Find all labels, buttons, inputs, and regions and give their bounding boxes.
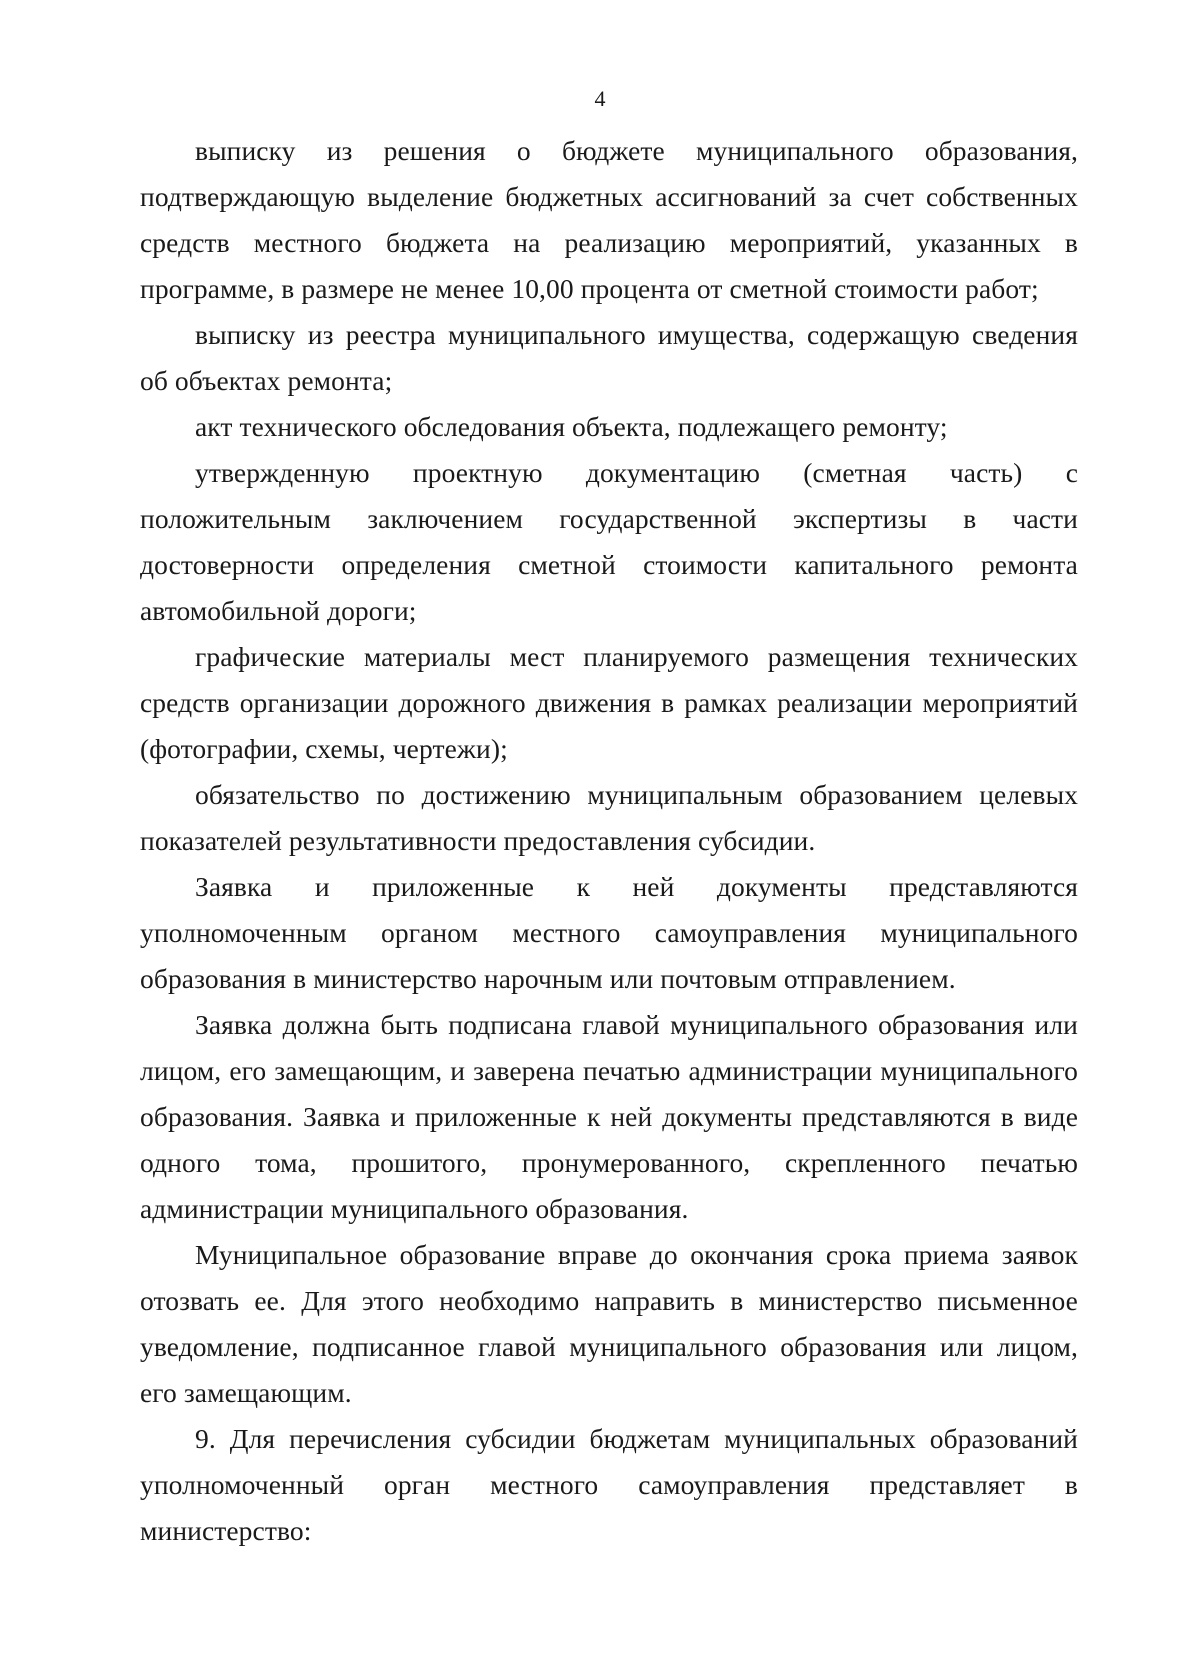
paragraph-project-documentation: утвержденную проектную документацию (сметная часть) с положительным заключением государственной экспертизы в части достоверности определения сметной стоимости капитального ремонта автомобильной дороги;	[140, 457, 1078, 626]
paragraph-graphic-materials: графические материалы мест планируемого размещения технических средств организации дорожного движения в рамках реализации мероприятий (фотографии, схемы, чертежи);	[140, 641, 1078, 764]
paragraph-obligation: обязательство по достижению муниципальным образованием целевых показателей результативности предоставления субсидии.	[140, 779, 1078, 856]
paragraph-property-registry: выписку из реестра муниципального имущества, содержащую сведения об объектах ремонта;	[140, 319, 1078, 396]
paragraph-inspection-act: акт технического обследования объекта, подлежащего ремонту;	[195, 411, 948, 442]
paragraph-application-submission: Заявка и приложенные к ней документы представляются уполномоченным органом местного самоуправления муниципального образования в министерство нарочным или почтовым отправлением.	[140, 871, 1078, 994]
document-body	[140, 128, 1078, 1554]
paragraph-application-signature: Заявка должна быть подписана главой муниципального образования или лицом, его замещающим, и заверена печатью администрации муниципального образования. Заявка и приложенные к ней документы представляются в виде одного тома, прошитого, пронумерованного, скрепленного печатью администрации муниципального образования.	[140, 1009, 1078, 1224]
paragraph-item-9: 9. Для перечисления субсидии бюджетам муниципальных образований уполномоченный орган местного самоуправления представляет в министерство:	[140, 1423, 1078, 1546]
page-number: 4	[594, 86, 606, 111]
paragraph-application-withdrawal: Муниципальное образование вправе до окончания срока приема заявок отозвать ее. Для этого необходимо направить в министерство письменное уведомление, подписанное главой муниципального образования или лицом, его замещающим.	[140, 1239, 1078, 1408]
paragraph-budget-extract: выписку из решения о бюджете муниципального образования, подтверждающую выделение бюджетных ассигнований за счет собственных средств местного бюджета на реализацию мероприятий, указанных в программе, в размере не менее 10,00 процента от сметной стоимости работ;	[140, 135, 1078, 304]
